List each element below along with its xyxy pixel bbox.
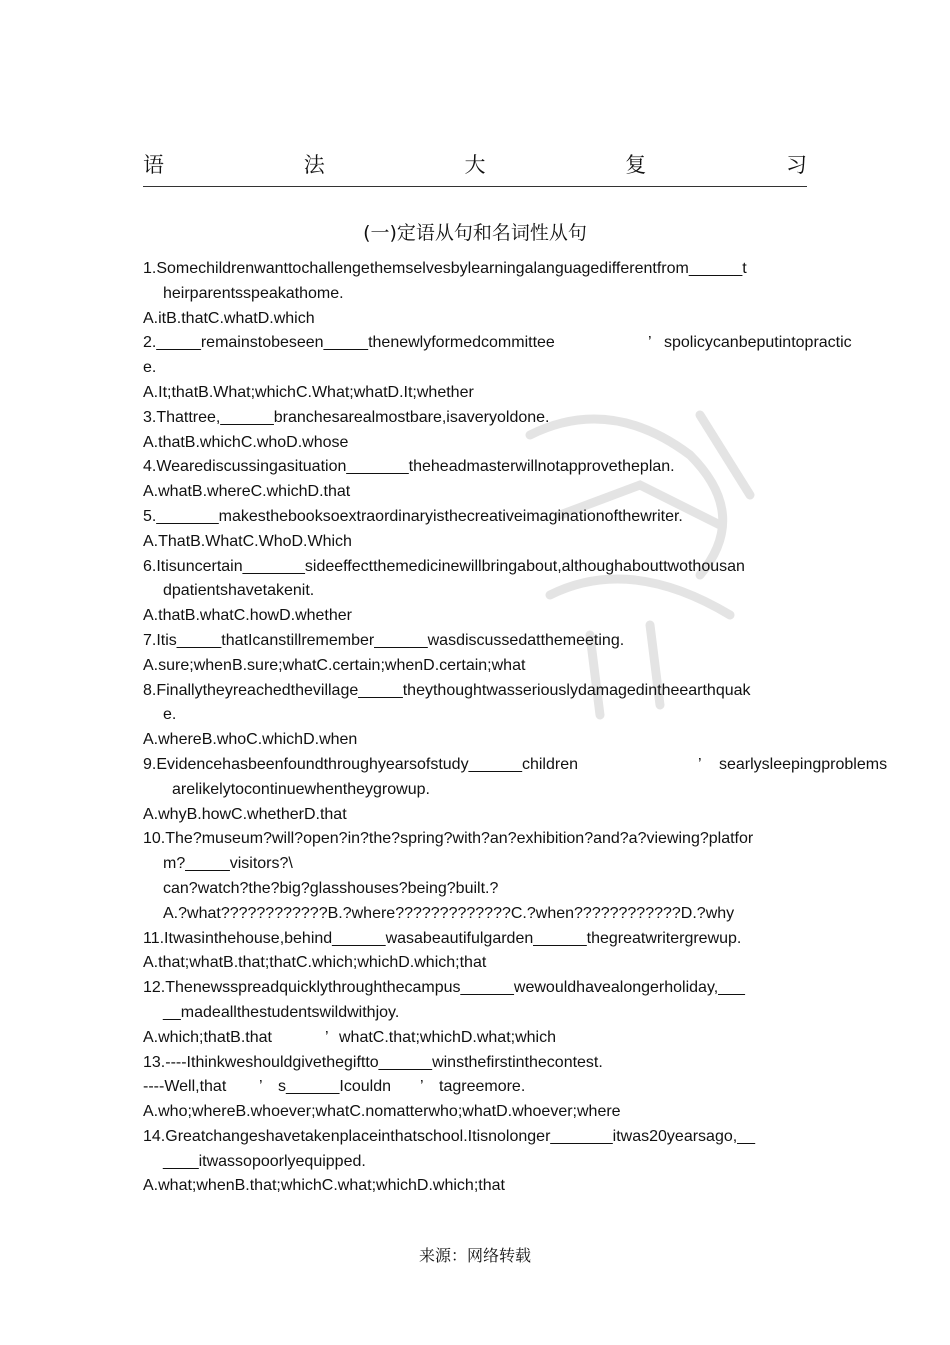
options-line: A.what;whenB.that;whichC.what;whichD.which;that — [143, 1177, 505, 1195]
question-line: 11.Itwasinthehouse,behind______wasabeautifulgarden______thegreatwritergrewup. — [143, 929, 742, 947]
question-line — [143, 1075, 923, 1100]
options-line: A.?what????????????B.?where?????????????C.?when????????????D.?why — [163, 904, 735, 922]
options-line — [143, 1026, 923, 1051]
options-line: A.It;thatB.What;whichC.What;whatD.It;whether — [143, 383, 474, 401]
question-text: tagreemore. — [439, 1078, 526, 1096]
question-line: __madeallthestudentswildwithjoy. — [163, 1003, 400, 1021]
question-line: can?watch?the?big?glasshouses?being?built.? — [163, 879, 499, 897]
page-title-char: 法 — [303, 153, 325, 177]
question-line: e. — [143, 359, 157, 377]
options-text: A.which;thatB.that — [143, 1028, 272, 1046]
options-line: A.thatB.whichC.whoD.whose — [143, 433, 349, 451]
page-title — [143, 146, 807, 182]
apostrophe: ’ — [698, 755, 702, 773]
question-line: 7.Itis_____thatIcanstillremember______wasdiscussedatthemeeting. — [143, 631, 625, 649]
question-line: e. — [163, 706, 177, 724]
question-line: 5._______makesthebooksoextraordinaryisthecreativeimaginationofthewriter. — [143, 507, 683, 525]
question-text: searlysleepingproblems — [719, 755, 888, 773]
question-line: m?_____visitors?\ — [163, 855, 293, 873]
question-line — [143, 331, 923, 356]
question-text: 2._____remainstobeseen_____thenewlyformedcommittee — [143, 334, 555, 352]
page-title-char: 大 — [464, 153, 486, 177]
options-line: A.that;whatB.that;thatC.which;whichD.which;that — [143, 954, 487, 972]
section-heading: (一)定语从句和名词性从句 — [363, 222, 587, 244]
question-line — [143, 753, 923, 778]
question-line: 14.Greatchangeshavetakenplaceinthatschool.Itisnolonger_______itwas20yearsago,__ — [143, 1127, 755, 1145]
question-line: dpatientshavetakenit. — [163, 582, 315, 600]
question-text: 9.Evidencehasbeenfoundthroughyearsofstudy______children — [143, 755, 578, 773]
page-title-char: 语 — [143, 153, 164, 177]
question-line: ____itwassopoorlyequipped. — [163, 1152, 366, 1170]
question-text: s______Icouldn — [278, 1078, 391, 1096]
apostrophe: ’ — [420, 1078, 424, 1096]
question-line: heirparentsspeakathome. — [163, 284, 344, 302]
question-line: 13.----Ithinkweshouldgivethegiftto______winsthefirstinthecontest. — [143, 1053, 603, 1071]
options-line: A.itB.thatC.whatD.which — [143, 309, 315, 327]
page-title-char: 习 — [786, 153, 807, 177]
question-text: ----Well,that — [143, 1078, 227, 1096]
question-line: 3.Thattree,______branchesarealmostbare,isaveryoldone. — [143, 408, 550, 426]
question-line: 12.Thenewsspreadquicklythroughthecampus______wewouldhavealongerholiday,___ — [143, 979, 745, 997]
options-line: A.who;whereB.whoever;whatC.nomatterwho;whatD.whoever;where — [143, 1103, 621, 1121]
options-line: A.ThatB.WhatC.WhoD.Which — [143, 532, 352, 550]
question-line: 4.Wearediscussingasituation_______theheadmasterwillnotapprovetheplan. — [143, 458, 675, 476]
options-line: A.thatB.whatC.howD.whether — [143, 607, 352, 625]
apostrophe: ’ — [648, 334, 652, 352]
question-line: 8.Finallytheyreachedthevillage_____theythoughtwasseriouslydamagedintheearthquak — [143, 681, 751, 699]
question-list — [143, 257, 923, 1199]
question-line: arelikelytocontinuewhentheygrowup. — [172, 780, 430, 798]
page-title-char: 复 — [625, 153, 647, 177]
question-line: 10.The?museum?will?open?in?the?spring?with?an?exhibition?and?a?viewing?platfor — [143, 830, 754, 848]
apostrophe: ’ — [259, 1078, 263, 1096]
options-line: A.whereB.whoC.whichD.when — [143, 731, 358, 749]
options-line: A.whyB.howC.whetherD.that — [143, 805, 347, 823]
question-text: spolicycanbeputintopractic — [664, 334, 852, 352]
title-divider — [143, 186, 807, 187]
options-line: A.sure;whenB.sure;whatC.certain;whenD.certain;what — [143, 656, 526, 674]
apostrophe: ’ — [325, 1028, 329, 1046]
question-line: 1.Somechildrenwanttochallengethemselvesbylearningalanguagedifferentfrom______t — [143, 260, 747, 277]
footer-source: 来源：网络转载 — [418, 1246, 531, 1265]
options-line: A.whatB.whereC.whichD.that — [143, 483, 351, 501]
question-line: 6.Itisuncertain_______sideeffectthemedicinewillbringabout,althoughabouttwothousan — [143, 557, 745, 575]
options-text: whatC.that;whichD.what;which — [339, 1028, 556, 1046]
